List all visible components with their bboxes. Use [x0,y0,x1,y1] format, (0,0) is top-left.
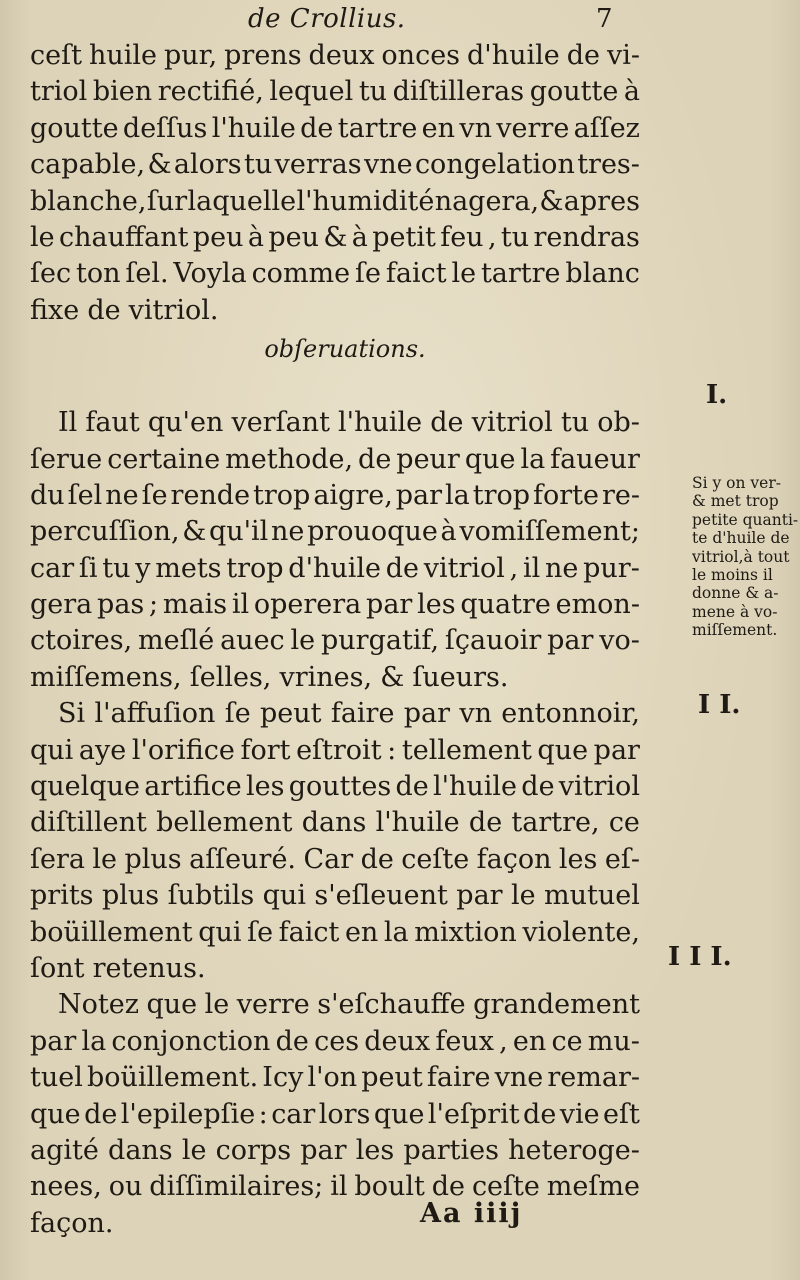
margin-note-line: te d'huile de [692,529,790,548]
margin-note-line: miſſement. [692,621,778,640]
text-line: agité dans le corps par les parties heteroge- [30,1134,640,1166]
text-line: que de l'epilepſie : car lors que l'eſprit de vie eſt [30,1098,640,1130]
margin-marker-3: I I I. [668,942,732,972]
heading-spacer [30,369,640,405]
text-line: triol bien rectifié, lequel tu diſtilleras goutte à [30,76,640,108]
margin-marker-1: I. [706,380,728,410]
text-line: prits plus ſubtils qui s'eſleuent par le mutuel [30,880,640,912]
text-line: ſerue certaine methode, de peur que la faueur [30,443,640,475]
paragraph-intro [30,38,640,329]
text-line: car ſi tu y mets trop d'huile de vitriol , il ne pur- [30,552,640,584]
section-heading: obſeruations. [264,335,426,364]
text-line: Notez que le verre s'eſchauffe grandement [58,989,640,1021]
observation-3 [30,987,640,1242]
text-line: par la conjonction de ces deux feux , en ce mu- [30,1025,640,1057]
main-text-block [30,38,640,1242]
text-line: ceſt huile pur, prens deux onces d'huile de vi- [30,40,640,71]
text-line: ſec ton ſel. Voyla comme ſe faict le tartre blanc [30,258,640,290]
text-line: qui aye l'orifice fort eſtroit : tellement que par [30,734,640,766]
margin-note [692,474,799,640]
text-line: ſera le plus aſſeuré. Car de ceſte façon les eſ- [30,843,640,875]
margin-note-line: petite quanti- [692,510,799,529]
signature-mark: Aa iiij [420,1198,523,1229]
page-header [0,4,800,36]
text-line: Si l'affuſion ſe peut faire par vn entonnoir, [58,698,640,730]
text-line: Il faut qu'en verſant l'huile de vitriol tu ob- [58,407,640,439]
observation-2 [30,696,640,987]
text-line: gera pas ; mais il operera par les quatre emon- [30,589,640,621]
text-line: ctoires, meſlé auec le purgatif, ſçauoir par vo- [30,625,640,657]
text-line: blanche, ſur laquelle l'humidité nagera, & apres [30,185,640,217]
text-line: percuſſion, & qu'il ne prouoque à vomiſſement; [30,516,640,548]
text-line: fixe de vitriol. [30,294,219,326]
running-title: de Crollius. [248,4,406,34]
margin-note-line: & met trop [692,492,779,511]
text-line: ſont retenus. [30,952,206,984]
margin-note-line: Si y on ver- [692,474,782,492]
margin-note-line: mene à vo- [692,602,778,621]
text-line: le chauffant peu à peu & à petit feu , tu rendras [30,221,640,253]
text-line: façon. [30,1207,114,1239]
text-line: miſſemens, ſelles, vrines, & ſueurs. [30,661,509,693]
margin-note-line: vitriol,à tout [692,547,790,566]
text-line: capable, & alors tu verras vne congelation tres- [30,149,640,181]
observation-1 [30,405,640,696]
text-line: nees, ou diſſimilaires; il boult de ceſte meſme [30,1171,640,1203]
text-line: diſtillent bellement dans l'huile de tartre, ce [30,807,640,839]
text-line: du ſel ne ſe rende trop aigre, par la trop forte re- [30,479,640,511]
text-line: goutte deſſus l'huile de tartre en vn verre aſſez [30,112,640,144]
margin-marker-2: I I. [698,690,741,720]
text-line: boüillement qui ſe faict en la mixtion violente, [30,916,640,948]
page-number: 7 [596,4,613,34]
text-line: quelque artifice les gouttes de l'huile de vitriol [30,771,640,803]
margin-note-line: le moins il [692,566,773,585]
text-line: tuel boüillement. Icy l'on peut faire vne remar- [30,1062,640,1094]
margin-note-line: donne & a- [692,584,779,603]
